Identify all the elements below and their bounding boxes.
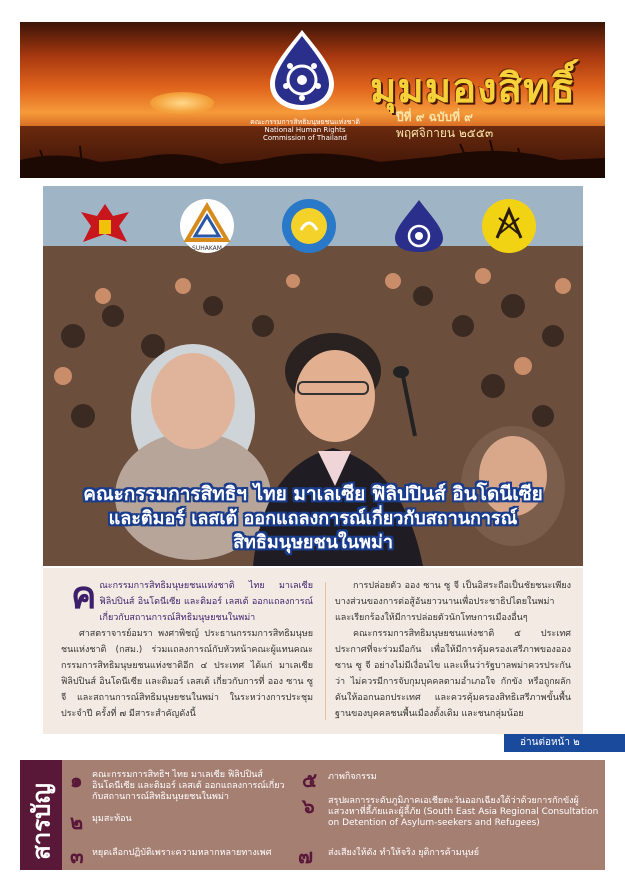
column-divider [325,582,326,720]
organization-name-thai: คณะกรรมการสิทธิมนุษยชนแห่งชาติ [250,118,360,126]
garuda-emblem-icon [77,198,133,254]
timor-leste-emblem-icon [481,198,537,254]
drop-cap: ค [71,572,97,617]
continued-on-page-link[interactable]: อ่านต่อหน้า ๒ [504,734,625,752]
article-right-column [335,578,571,722]
masthead [20,22,605,178]
nhrc-logo-icon [268,28,336,112]
headline-line-1: คณะกรรมการสิทธิฯ ไทย มาเลเซีย ฟิลิปปินส์ อินโดนีเซีย [83,483,543,505]
toc-item-1[interactable]: คณะกรรมการสิทธิฯ ไทย มาเลเซีย ฟิลิปปินส์ อินโดนีเซีย และติมอร์ เลสเต้ ออกแถลงการณ์เกี่ยวกับสถานการณ์สิทธิมนุษยชนในพม่า [92,770,285,802]
sunset-sun [150,92,214,114]
cover-photo [43,186,583,566]
article-left-column [61,572,313,722]
headline-line-2: และติมอร์ เลสเต้ ออกแถลงการณ์เกี่ยวกับสถานการณ์ [108,508,518,529]
organization-name-english: National Human Rights Commission of Thailand [263,126,347,142]
toc-item-3[interactable]: หยุดเลือกปฏิบัติเพราะความหลากหลายทางเพศ [92,848,272,858]
headline-line-3: สิทธิมนุษยชนในพม่า [233,532,393,553]
article-lede: ณะกรรมการสิทธิมนุษยชนแห่งชาติ ไทย มาเลเซีย ฟิลิปปินส์ อินโดนีเซีย และติมอร์ เลสเต้ ออกแถลงการณ์เกี่ยวกับสถานการณ์สิทธิมนุษยชนในพม่า [99,581,313,623]
toc-page-number: ๖ [302,794,315,818]
table-of-contents [20,760,605,870]
philippine-chr-icon [281,198,337,254]
toc-page-number: ๓ [70,844,84,868]
issue-number: ปีที่ ๙ ฉบับที่ ๙ [396,110,473,124]
suhakam-caption: SUHAKAM [192,245,222,252]
toc-page-number: ๑ [70,768,83,792]
cover-headline [61,482,565,555]
article-paragraph: ศาสตราจารย์อมรา พงศาพิชญ์ ประธานกรรมการสิทธิมนุษยชนแห่งชาติ (กสม.) ร่วมแถลงการณ์กับหัวหน้าคณะผู้แทนคณะกรรมการสิทธิมนุษยชนแห่งชาติอีก ๔ ประเทศ ได้แก่ มาเลเซีย ฟิลิปปินส์ อินโดนีเซีย และติมอร์ เลสเต้ เกี่ยวกับการที่ ออง ซาน ซู จี และสถานการณ์สิทธิมนุษยชนในพม่า ในระหว่างการประชุมประจำปี ครั้งที่ ๗ มีสาระสำคัญดังนี้ [61,629,313,719]
toc-page-number: ๕ [302,768,318,792]
toc-item-5[interactable]: ภาพกิจกรรม [328,772,377,782]
article-paragraph: การปล่อยตัว ออง ซาน ซู จี เป็นอิสระถือเป็นชัยชนะเพียงบางส่วนของการต่อสู้อันยาวนานเพื่อประชาธิปไตยในพม่า และเรียกร้องให้มีการปล่อยตัวนักโทษการเมืองอื่นๆ [335,581,571,623]
toc-item-7[interactable]: ส่งเสียงให้ดัง ทำให้จริง ยุติการค้ามนุษย์ [328,848,480,858]
contents-tab [20,760,62,870]
toc-item-6[interactable]: สรุปผลการระดับภูมิภาคเอเชียตะวันออกเฉียงใต้ว่าด้วยการกักขังผู้แสวงหาที่ลี้ภัยและผู้ลี้ภัย (South East Asia Regional Consultation on Detention of Asylum-seekers and Refugees) [328,796,599,828]
toc-page-number: ๗ [298,844,314,868]
boat-silhouettes [20,140,605,178]
nhrc-thailand-icon [391,198,447,254]
suhakam-triangle-icon [179,198,235,254]
issue-date: พฤศจิกายน ๒๕๕๓ [396,126,494,140]
organization-name [249,118,361,142]
toc-item-2[interactable]: มุมสะท้อน [92,814,132,824]
contents-label: สารบัญ [27,783,56,860]
article-paragraph: คณะกรรมการสิทธิมนุษยชนแห่งชาติ ๕ ประเทศ ประกาศที่จะร่วมมือกัน เพื่อให้มีการคุ้มครองเสรีภาพของออง ซาน ซู จี อย่างไม่มีเงื่อนไข และเห็นว่ารัฐบาลพม่าควรประกันว่า ไม่ควรมีการจับกุมบุคคลตามอำเภอใจ กักขัง หรือถูกผลักดันให้ออกนอกประเทศ และควรคุ้มครองสิทธิเสรีภาพขั้นพื้นฐานของบุคคลชนพื้นเมืองดั้งเดิม และชนกลุ่มน้อย [335,629,571,719]
lead-article [43,568,583,734]
newsletter-title: มุมมองสิทธิ์ [370,65,576,112]
toc-page-number: ๒ [70,810,84,834]
